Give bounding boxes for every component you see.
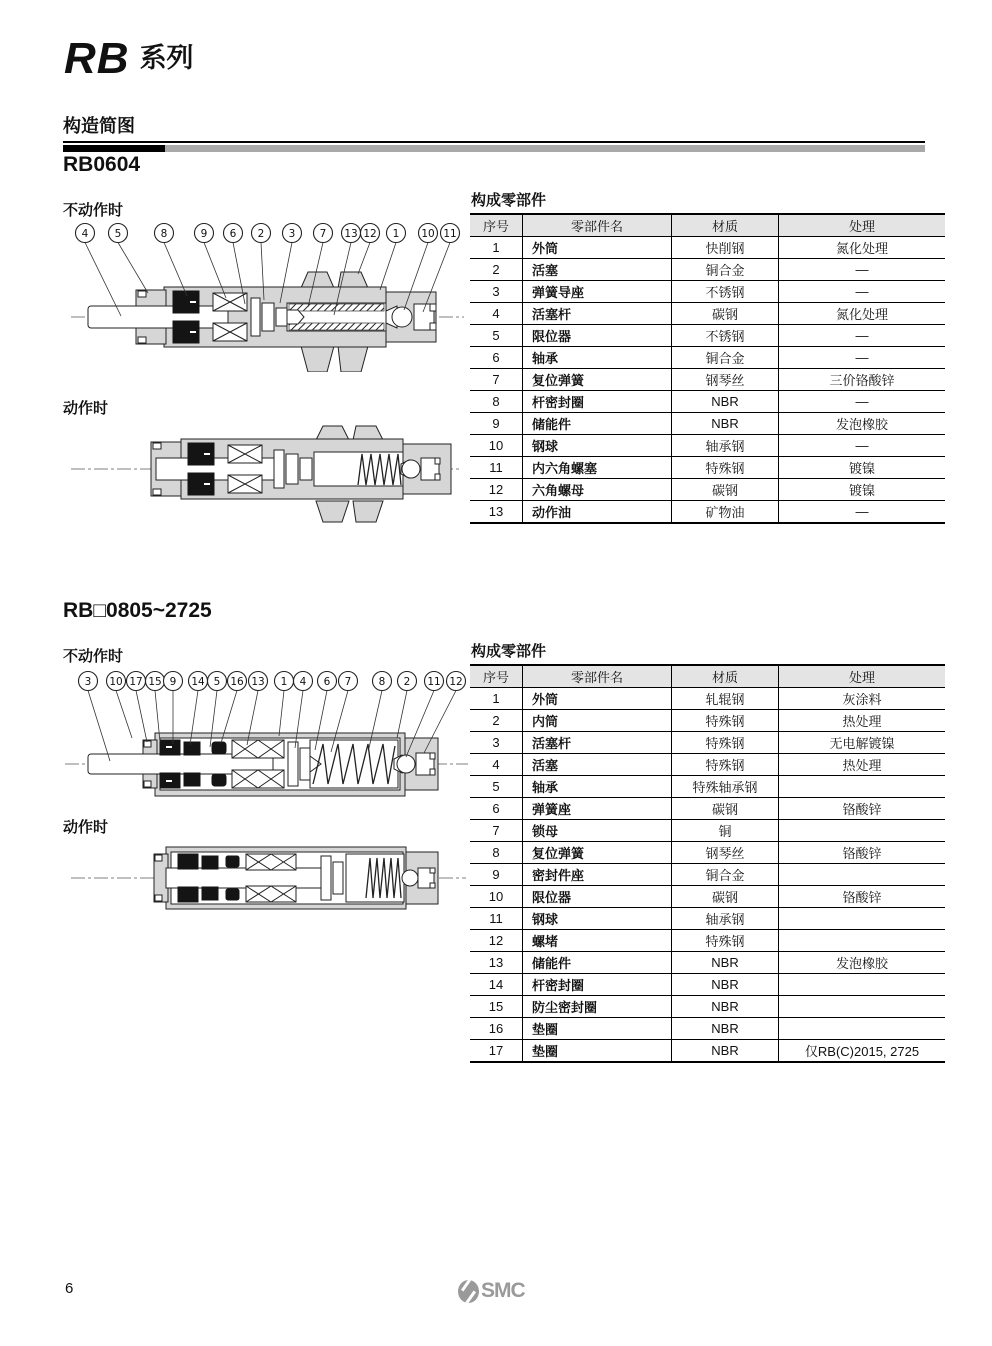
cell-no: 4 — [470, 303, 523, 325]
column-header-material: 材质 — [672, 214, 779, 237]
table-row — [470, 974, 945, 996]
cell-no: 6 — [470, 798, 523, 820]
cell-no: 1 — [470, 688, 523, 710]
cell-treatment: 发泡橡胶 — [779, 413, 946, 435]
svg-text:9: 9 — [169, 676, 177, 688]
screw-plug — [416, 753, 435, 775]
svg-text:15: 15 — [148, 676, 162, 688]
callout-3 — [79, 672, 111, 762]
cell-name: 垫圈 — [523, 1040, 672, 1063]
cell-treatment: 铬酸锌 — [779, 798, 946, 820]
cell-material: 特殊钢 — [672, 930, 779, 952]
table-row — [470, 798, 945, 820]
cell-treatment: 氮化处理 — [779, 303, 946, 325]
callout-12 — [358, 224, 380, 275]
table-row — [470, 325, 945, 347]
parts-table — [470, 664, 945, 1063]
cell-treatment — [779, 820, 946, 842]
cell-no: 7 — [470, 820, 523, 842]
cell-no: 4 — [470, 754, 523, 776]
cell-no: 5 — [470, 776, 523, 798]
cell-material: 特殊钢 — [672, 754, 779, 776]
cell-name: 活塞 — [523, 259, 672, 281]
callout-1 — [275, 672, 294, 737]
cell-no: 3 — [470, 732, 523, 754]
svg-text:4: 4 — [299, 676, 307, 688]
table-row — [470, 864, 945, 886]
table-row — [470, 501, 945, 524]
svg-text:3: 3 — [288, 228, 296, 240]
cell-name: 防尘密封圈 — [523, 996, 672, 1018]
svg-text:12: 12 — [449, 676, 463, 688]
cell-material: 碳钢 — [672, 479, 779, 501]
column-header-no: 序号 — [470, 665, 523, 688]
model-heading-rb0604: RB0604 — [63, 153, 141, 176]
table-row — [470, 479, 945, 501]
cell-no: 10 — [470, 886, 523, 908]
diagram-rb0805-active — [66, 830, 471, 925]
callout-15 — [146, 672, 165, 743]
cell-treatment — [779, 1018, 946, 1040]
parts-table-title: 构成零部件 — [471, 192, 547, 209]
smc-logo-text: SMC — [481, 1279, 525, 1302]
cell-material: 铜合金 — [672, 347, 779, 369]
svg-text:9: 9 — [200, 228, 208, 240]
cell-name: 弹簧座 — [523, 798, 672, 820]
cell-name: 活塞杆 — [523, 303, 672, 325]
page-title — [64, 34, 194, 84]
cell-material: 特殊钢 — [672, 457, 779, 479]
table-row — [470, 457, 945, 479]
svg-text:11: 11 — [427, 676, 441, 688]
table-row — [470, 237, 945, 259]
table-row — [470, 952, 945, 974]
table-row — [470, 347, 945, 369]
state-label-active: 动作时 — [63, 400, 109, 417]
svg-text:7: 7 — [319, 228, 327, 240]
svg-text:12: 12 — [363, 228, 377, 240]
table-row — [470, 732, 945, 754]
svg-text:6: 6 — [229, 228, 237, 240]
cell-name: 活塞杆 — [523, 732, 672, 754]
table-row — [470, 908, 945, 930]
table-row — [470, 1040, 945, 1063]
cell-material: NBR — [672, 952, 779, 974]
cell-treatment — [779, 908, 946, 930]
cell-no: 8 — [470, 842, 523, 864]
cell-no: 13 — [470, 501, 523, 524]
cell-no: 14 — [470, 974, 523, 996]
svg-text:7: 7 — [344, 676, 352, 688]
steel-ball — [402, 460, 420, 478]
column-header-treatment: 处理 — [779, 665, 946, 688]
header-row — [470, 214, 945, 237]
svg-text:6: 6 — [323, 676, 331, 688]
cell-material: 铜合金 — [672, 259, 779, 281]
cell-name: 复位弹簧 — [523, 842, 672, 864]
svg-text:5: 5 — [213, 676, 221, 688]
page-number: 6 — [65, 1280, 74, 1297]
cell-name: 复位弹簧 — [523, 369, 672, 391]
cell-treatment: — — [779, 347, 946, 369]
svg-text:8: 8 — [160, 228, 168, 240]
parts-table-rb0805-2725 — [470, 640, 930, 1063]
cell-treatment: — — [779, 281, 946, 303]
table-row — [470, 413, 945, 435]
table-row — [470, 435, 945, 457]
column-header-no: 序号 — [470, 214, 523, 237]
column-header-name: 零部件名 — [523, 214, 672, 237]
state-label-inactive: 不动作时 — [63, 202, 124, 219]
section-construction — [63, 112, 925, 153]
steel-ball — [402, 870, 418, 886]
cell-name: 限位器 — [523, 325, 672, 347]
svg-text:17: 17 — [129, 676, 143, 688]
table-row — [470, 369, 945, 391]
cell-no: 9 — [470, 864, 523, 886]
callout-2 — [397, 672, 417, 739]
cell-treatment: — — [779, 391, 946, 413]
svg-text:4: 4 — [81, 228, 89, 240]
cell-treatment: 发泡橡胶 — [779, 952, 946, 974]
table-row — [470, 303, 945, 325]
smc-logo — [458, 1279, 525, 1303]
svg-text:13: 13 — [344, 228, 358, 240]
cell-no: 12 — [470, 930, 523, 952]
table-row — [470, 710, 945, 732]
cell-treatment: 铬酸锌 — [779, 842, 946, 864]
cell-material: NBR — [672, 996, 779, 1018]
cell-name: 钢球 — [523, 908, 672, 930]
cell-material: 碳钢 — [672, 886, 779, 908]
cell-material: NBR — [672, 1018, 779, 1040]
cell-material: 特殊轴承钢 — [672, 776, 779, 798]
cell-name: 外筒 — [523, 688, 672, 710]
svg-text:13: 13 — [251, 676, 265, 688]
cell-no: 15 — [470, 996, 523, 1018]
cell-name: 内筒 — [523, 710, 672, 732]
table-row — [470, 1018, 945, 1040]
cell-name: 锁母 — [523, 820, 672, 842]
table-row — [470, 776, 945, 798]
cell-name: 储能件 — [523, 413, 672, 435]
cell-treatment: — — [779, 325, 946, 347]
cell-no: 11 — [470, 457, 523, 479]
cross-section-drawing — [71, 272, 464, 372]
svg-text:16: 16 — [230, 676, 244, 688]
cell-no: 10 — [470, 435, 523, 457]
cell-no: 7 — [470, 369, 523, 391]
parts-table — [470, 213, 945, 524]
cell-treatment: 灰涂料 — [779, 688, 946, 710]
cell-treatment: 镀镍 — [779, 479, 946, 501]
cell-material: 快削钢 — [672, 237, 779, 259]
section-title: 构造简图 — [63, 112, 925, 143]
cell-treatment: — — [779, 435, 946, 457]
section-rule — [63, 143, 925, 153]
cell-name: 活塞 — [523, 754, 672, 776]
callout-1 — [380, 224, 406, 291]
table-row — [470, 996, 945, 1018]
series-label: 系列 — [139, 43, 194, 73]
svg-text:8: 8 — [378, 676, 386, 688]
cell-no: 1 — [470, 237, 523, 259]
header-row — [470, 665, 945, 688]
svg-text:5: 5 — [114, 228, 122, 240]
table-row — [470, 930, 945, 952]
inner-cavity-spring — [287, 303, 386, 331]
cell-name: 储能件 — [523, 952, 672, 974]
cell-no: 16 — [470, 1018, 523, 1040]
cell-name: 六角螺母 — [523, 479, 672, 501]
cell-material: 轴承钢 — [672, 435, 779, 457]
svg-text:10: 10 — [109, 676, 123, 688]
rule-gray-segment — [165, 145, 925, 152]
svg-text:3: 3 — [84, 676, 92, 688]
cell-material: 碳钢 — [672, 798, 779, 820]
cell-material: 不锈钢 — [672, 325, 779, 347]
piston-rod — [88, 306, 228, 328]
cross-section-drawing — [71, 847, 466, 909]
model-heading-rb0805-2725: RB□0805~2725 — [63, 599, 212, 622]
cell-no: 13 — [470, 952, 523, 974]
cell-no: 9 — [470, 413, 523, 435]
series-code: RB — [64, 34, 130, 83]
cell-no: 17 — [470, 1040, 523, 1063]
svg-text:10: 10 — [421, 228, 435, 240]
cell-treatment: 热处理 — [779, 754, 946, 776]
cell-treatment: 铬酸锌 — [779, 886, 946, 908]
cell-name: 钢球 — [523, 435, 672, 457]
cell-treatment: 无电解镀镍 — [779, 732, 946, 754]
parts-table-title: 构成零部件 — [471, 643, 547, 660]
cell-material: NBR — [672, 413, 779, 435]
cell-treatment — [779, 776, 946, 798]
table-row — [470, 842, 945, 864]
compressed-spring — [346, 854, 404, 902]
cell-name: 动作油 — [523, 501, 672, 524]
cell-name: 轴承 — [523, 347, 672, 369]
steel-ball — [397, 755, 415, 773]
column-header-treatment: 处理 — [779, 214, 946, 237]
cell-treatment: 仅RB(C)2015, 2725 — [779, 1040, 946, 1063]
cell-name: 垫圈 — [523, 1018, 672, 1040]
compressed-spring — [314, 452, 403, 486]
cell-material: NBR — [672, 1040, 779, 1063]
cell-treatment: — — [779, 501, 946, 524]
svg-text:2: 2 — [403, 676, 411, 688]
table-row — [470, 259, 945, 281]
parts-table-rb0604 — [470, 189, 930, 524]
rule-black-segment — [63, 145, 165, 152]
cell-no: 5 — [470, 325, 523, 347]
return-spring — [310, 740, 398, 788]
diagram-rb0604-inactive — [66, 220, 466, 372]
svg-text:1: 1 — [280, 676, 288, 688]
cell-treatment: 三价铬酸锌 — [779, 369, 946, 391]
cell-treatment: — — [779, 259, 946, 281]
cell-material: NBR — [672, 974, 779, 996]
cell-material: 钢琴丝 — [672, 369, 779, 391]
cell-name: 螺堵 — [523, 930, 672, 952]
cell-no: 8 — [470, 391, 523, 413]
cell-treatment — [779, 930, 946, 952]
cross-section-drawing — [65, 733, 468, 796]
cell-material: 轴承钢 — [672, 908, 779, 930]
callout-8 — [155, 224, 188, 297]
smc-logo-mark — [458, 1280, 479, 1303]
svg-text:2: 2 — [257, 228, 265, 240]
cell-name: 内六角螺塞 — [523, 457, 672, 479]
cell-no: 11 — [470, 908, 523, 930]
cell-name: 限位器 — [523, 886, 672, 908]
piston-rod — [166, 868, 321, 888]
svg-text:14: 14 — [191, 676, 205, 688]
cell-no: 6 — [470, 347, 523, 369]
cell-material: 铜 — [672, 820, 779, 842]
table-row — [470, 886, 945, 908]
diagram-rb0805-inactive — [60, 668, 472, 818]
table-row — [470, 820, 945, 842]
table-row — [470, 688, 945, 710]
cell-treatment — [779, 864, 946, 886]
cell-name: 密封件座 — [523, 864, 672, 886]
cell-treatment: 热处理 — [779, 710, 946, 732]
cell-material: NBR — [672, 391, 779, 413]
cross-section-drawing — [71, 426, 462, 522]
cell-no: 2 — [470, 710, 523, 732]
cell-material: 特殊钢 — [672, 710, 779, 732]
cell-no: 3 — [470, 281, 523, 303]
cell-material: 钢琴丝 — [672, 842, 779, 864]
steel-ball — [392, 307, 412, 327]
state-label-active: 动作时 — [63, 819, 109, 836]
cell-name: 杆密封圈 — [523, 974, 672, 996]
diagram-rb0604-active — [66, 414, 466, 524]
table-row — [470, 754, 945, 776]
cell-material: 不锈钢 — [672, 281, 779, 303]
table-row — [470, 281, 945, 303]
cell-name: 杆密封圈 — [523, 391, 672, 413]
callout-5 — [109, 224, 149, 294]
cell-no: 2 — [470, 259, 523, 281]
state-label-inactive: 不动作时 — [63, 648, 124, 665]
cell-name: 轴承 — [523, 776, 672, 798]
cell-name: 弹簧导座 — [523, 281, 672, 303]
cell-material: 铜合金 — [672, 864, 779, 886]
screw-plug — [418, 868, 435, 888]
cell-treatment: 氮化处理 — [779, 237, 946, 259]
cell-material: 特殊钢 — [672, 732, 779, 754]
cell-material: 轧辊钢 — [672, 688, 779, 710]
hex-socket-plug — [421, 458, 440, 480]
svg-text:1: 1 — [392, 228, 400, 240]
column-header-material: 材质 — [672, 665, 779, 688]
column-header-name: 零部件名 — [523, 665, 672, 688]
cell-treatment: 镀镍 — [779, 457, 946, 479]
cell-name: 外筒 — [523, 237, 672, 259]
cell-treatment — [779, 996, 946, 1018]
cell-material: 矿物油 — [672, 501, 779, 524]
cell-material: 碳钢 — [672, 303, 779, 325]
svg-text:11: 11 — [443, 228, 457, 240]
table-row — [470, 391, 945, 413]
cell-treatment — [779, 974, 946, 996]
cell-no: 12 — [470, 479, 523, 501]
